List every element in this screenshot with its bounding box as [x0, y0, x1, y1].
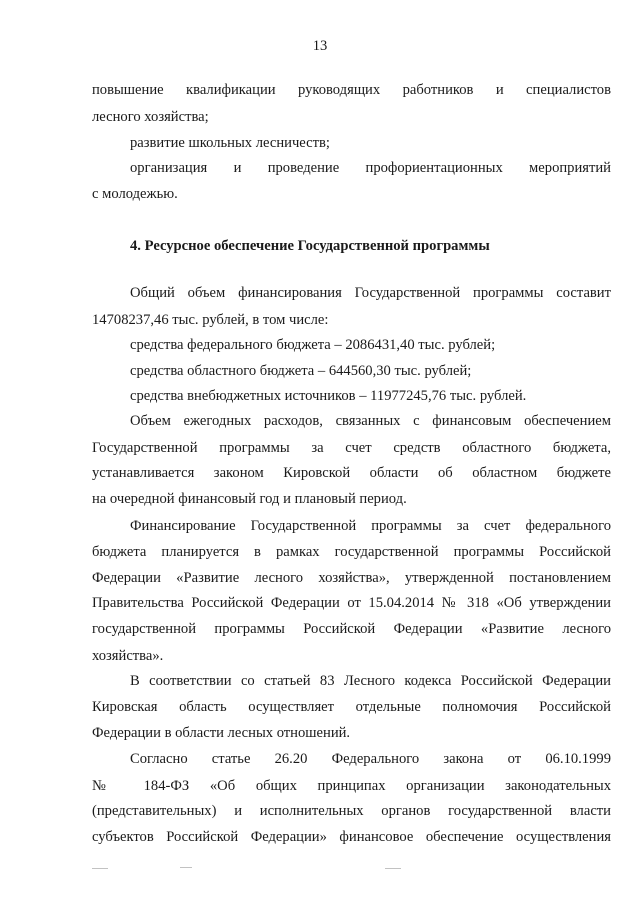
text-line: Федерации в области лесных отношений. — [92, 725, 351, 741]
text-line: повышение квалификации руководящих работников и специалистов — [92, 82, 611, 98]
text-line: с молодежью. — [92, 186, 178, 202]
section-heading: 4. Ресурсное обеспечение Государственной программы — [130, 238, 490, 254]
scan-mark — [180, 867, 192, 868]
text-line: № 184-ФЗ «Об общих принципах организации законодательных — [92, 778, 611, 794]
text-line: Финансирование Государственной программы за счет федерального — [130, 518, 611, 534]
scan-mark — [92, 868, 108, 869]
page-number: 13 — [312, 38, 328, 54]
text-line: Общий объем финансирования Государственной программы составит — [130, 285, 611, 301]
text-line: Согласно статье 26.20 Федерального закона от 06.10.1999 — [130, 751, 611, 767]
text-line: государственной программы Российской Федерации «Развитие лесного — [92, 621, 611, 637]
text-line: Федерации «Развитие лесного хозяйства», утвержденной постановлением — [92, 570, 611, 586]
text-line: средства внебюджетных источников – 11977245,76 тыс. рублей. — [130, 388, 527, 404]
text-line: Объем ежегодных расходов, связанных с финансовым обеспечением — [130, 413, 611, 429]
text-line: лесного хозяйства; — [92, 109, 209, 125]
scan-mark — [385, 868, 401, 869]
text-line: на очередной финансовый год и плановый период. — [92, 491, 407, 507]
text-line: хозяйства». — [92, 648, 164, 664]
text-line: средства областного бюджета – 644560,30 тыс. рублей; — [130, 363, 472, 379]
text-line: субъектов Российской Федерации» финансовое обеспечение осуществления — [92, 829, 611, 845]
text-line: 14708237,46 тыс. рублей, в том числе: — [92, 312, 329, 328]
text-line: организация и проведение профориентационных мероприятий — [130, 160, 611, 176]
text-line: устанавливается законом Кировской области об областном бюджете — [92, 465, 611, 481]
text-line: Кировская область осуществляет отдельные полномочия Российской — [92, 699, 611, 715]
text-line: Правительства Российской Федерации от 15.04.2014 № 318 «Об утверждении — [92, 595, 611, 611]
text-line: развитие школьных лесничеств; — [130, 135, 330, 151]
text-line: бюджета планируется в рамках государственной программы Российской — [92, 544, 611, 560]
text-line: В соответствии со статьей 83 Лесного кодекса Российской Федерации — [130, 673, 611, 689]
text-line: средства федерального бюджета – 2086431,40 тыс. рублей; — [130, 337, 496, 353]
text-line: Государственной программы за счет средств областного бюджета, — [92, 440, 611, 456]
text-line: (представительных) и исполнительных органов государственной власти — [92, 803, 611, 819]
